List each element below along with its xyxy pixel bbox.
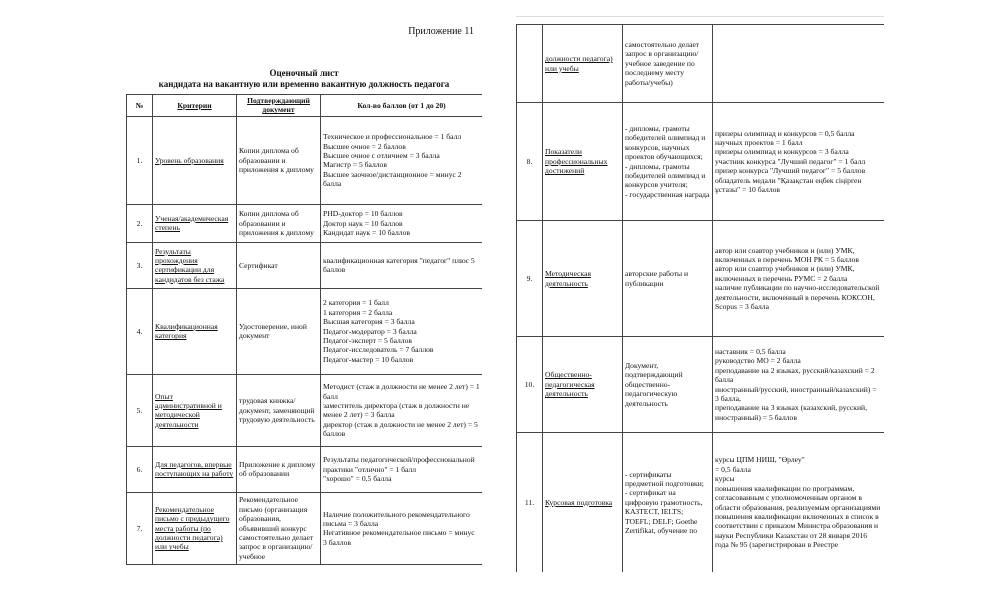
row-points: квалификационная категория "педагог" плюс 5 баллов [321,242,483,288]
table-row [127,204,483,242]
row-document: - дипломы, грамоты победителей олимпиад и конкурсов, научных проектов обучающихся; - дипломы, грамоты победителей олимпиад и конкурсов учителя; - государственная награда [623,103,713,221]
row-points: 2 категория = 1 балл 1 категория = 2 балла Высшая категория = 3 балла Педагог-модератор = 3 балла Педагог-эксперт = 5 баллов Педагог-исследователь = 7 баллов Педагог-мастер = 10 баллов [321,288,483,374]
title-line-1: Оценочный лист [269,68,339,78]
row-criterion: Ученая/академическая степень [153,204,237,242]
row-criterion: Курсовая подготовка [543,433,623,573]
document-page-left [126,14,482,574]
header-criteria: Критерии [153,95,237,117]
row-number: 4. [127,288,153,374]
row-number: 9. [517,221,543,337]
table-row [517,433,885,573]
row-document: Копии диплома об образовании и приложения к диплому [237,204,321,242]
table-body-left [127,116,483,564]
row-criterion: Общественно-педагогическая деятельность [543,337,623,433]
row-points: автор или соавтор учебников и (или) УМК, включенных в перечень МОН РК = 5 баллов автор или соавтор учебников и (или) УМК, включенных в перечень РУМС = 2 балла наличие публикации по научно-исследовательской деятельности, включенный в перечень КОКСОН, Scopus = 3 балла [713,221,885,337]
row-number: 7. [127,492,153,564]
table-row [517,103,885,221]
table-header-row [127,95,483,117]
evaluation-table-left [126,94,482,565]
table-row [127,492,483,564]
row-document: авторские работы и публикации [623,221,713,337]
row-criterion: Для педагогов, впервые поступающих на работу [153,446,237,492]
row-number: 8. [517,103,543,221]
row-number: 11. [517,433,543,573]
table-body-right [517,25,885,573]
row-points: призеры олимпиад и конкурсов = 0,5 балла научных проектов = 1 балл призеры олимпиад и конкурсов = 3 балла участник конкурса "Лучший педагог" = 1 балл призер конкурса "Лучший педагог" = 5 баллов обладатель медали "Қазақстан еңбек сіңірген ұстазы" = 10 баллов [713,103,885,221]
table-row [517,25,885,103]
document-title [126,68,482,90]
table-row [517,337,885,433]
row-points: Методист (стаж в должности не менее 2 лет) = 1 балл заместитель директора (стаж в должности не менее 2 лет) = 3 балла директор (стаж в должности не менее 2 лет) = 5 баллов [321,374,483,446]
row-document: - сертификаты предметной подготовки; - сертификат на цифровую грамотность, КАЗТЕСТ, IELTS; TOEFL; DELF; Goethe Zertifikat, обучение по [623,433,713,573]
row-document: Документ, подтверждающий общественно-педагогическую деятельность [623,337,713,433]
row-document: Удостоверение, иной документ [237,288,321,374]
row-number: 10. [517,337,543,433]
row-criterion: Опыт административной и методической деятельности [153,374,237,446]
row-criterion: Квалификационная категория [153,288,237,374]
header-document: Подтверждающий документ [237,95,321,117]
row-document: Сертификат [237,242,321,288]
row-document: самостоятельно делает запрос в организацию/учебное заведение по последнему месту работы/учебы) [623,25,713,103]
document-page-right [516,16,884,572]
row-points: Техническое и профессиональное = 1 балл Высшее очное = 2 баллов Высшее очное с отличием = 3 балла Магистр = 5 баллов Высшее заочное/дистанционное = минус 2 балла [321,116,483,204]
row-criterion: Рекомендательное письмо с предыдущего места работы (по должности педагога) или учебы [153,492,237,564]
row-points: наставник = 0,5 балла руководство МО = 2 балла преподавание на 2 языках, русский/казахский = 2 балла иностранный/русский, иностранный/казахский) = 3 балла, преподавание на 3 языках (казахский, русский, иностранный) = 5 баллов [713,337,885,433]
header-number: № [127,95,153,117]
row-number: 5. [127,374,153,446]
row-criterion: Показатели профессиональных достижений [543,103,623,221]
evaluation-table-right [516,24,884,572]
row-points [713,25,885,103]
row-number: 6. [127,446,153,492]
row-points: курсы ЦПМ НИШ, "Өрлеу" = 0,5 балла курсы повышения квалификации по программам, согласованным с уполномоченным органом в области образования, реализуемым организациями повышения квалификации включенных в список в соответствии с приказом Министра образования и науки Республики Казахстан от 28 января 2016 года № 95 (зарегистрирован в Реестре [713,433,885,573]
appendix-label: Приложение 11 [408,26,474,37]
row-points: Результаты педагогической/профессиональной практики "отлично" = 1 балл "хорошо" = 0,5 балла [321,446,483,492]
row-criterion: должности педагога) или учебы [543,25,623,103]
table-row [127,374,483,446]
row-document: Копии диплома об образовании и приложения к диплому [237,116,321,204]
table-row [517,221,885,337]
row-document: Приложение к диплому об образовании [237,446,321,492]
row-criterion: Уровень образования [153,116,237,204]
header-points: Кол-во баллов (от 1 до 20) [321,95,483,117]
row-document: Рекомендательное письмо (организация образования, объявивший конкурс самостоятельно делает запрос в организацию/учебное [237,492,321,564]
row-number: 2. [127,204,153,242]
table-row [127,116,483,204]
table-row [127,242,483,288]
row-points: PHD-доктор = 10 баллов Доктор наук = 10 баллов Кандидат наук = 10 баллов [321,204,483,242]
row-criterion: Методическая деятельность [543,221,623,337]
row-document: трудовая книжка/документ, заменяющий трудовую деятельность [237,374,321,446]
row-number: 3. [127,242,153,288]
page-top-rule [516,16,884,17]
row-criterion: Результаты прохождения сертификации для кандидатов без стажа [153,242,237,288]
row-number [517,25,543,103]
table-row [127,288,483,374]
title-line-2: кандидата на вакантную или временно вакантную должность педагога [158,79,450,89]
table-row [127,446,483,492]
row-points: Наличие положительного рекомендательного письма = 3 балла Негативное рекомендательное письмо = минус 3 баллов [321,492,483,564]
row-number: 1. [127,116,153,204]
